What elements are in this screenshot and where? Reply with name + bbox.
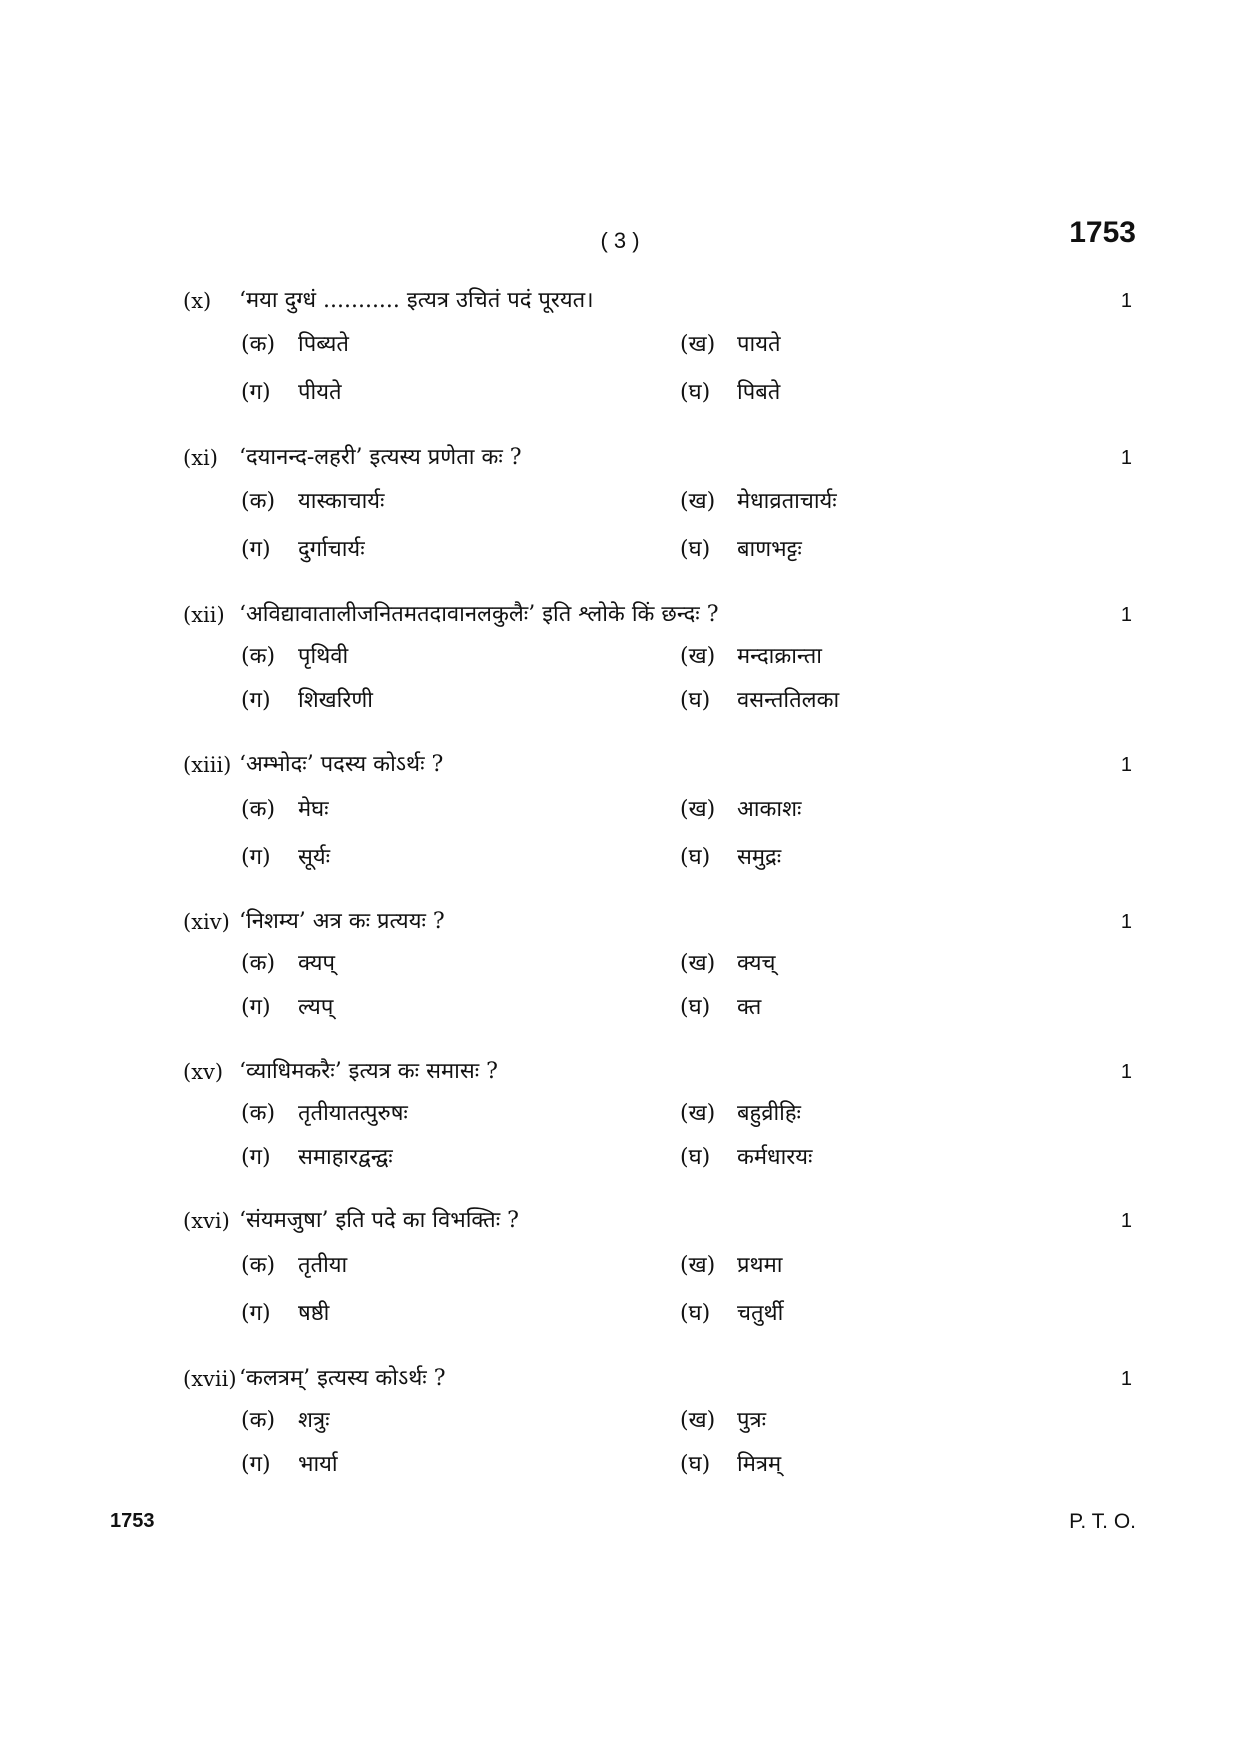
question-line	[183, 748, 1138, 782]
question	[183, 284, 1138, 424]
option-text: समाहारद्वन्द्वः	[298, 1145, 393, 1170]
option-text: वसन्ततिलका	[737, 688, 840, 713]
option-text: तृतीयातत्पुरुषः	[298, 1101, 408, 1126]
option-text: तृतीया	[298, 1253, 348, 1278]
option-text: ल्यप्	[298, 995, 334, 1020]
option-label: (घ)	[680, 537, 711, 562]
paper-code-footer: 1753	[110, 1510, 155, 1532]
question	[183, 905, 1138, 1045]
option-label: (ख)	[680, 489, 716, 514]
option-text: समुद्रः	[737, 845, 782, 870]
question-marks: 1	[1120, 1210, 1132, 1232]
option-text: मित्रम्	[737, 1452, 782, 1477]
question-text: ‘अम्भोदः’ पदस्य कोऽर्थः ?	[239, 752, 444, 777]
option-text: पायते	[737, 332, 781, 357]
option-label: (ग)	[241, 995, 271, 1020]
option-label: (घ)	[680, 995, 711, 1020]
option-label: (ग)	[241, 1452, 271, 1477]
option-text: शत्रुः	[298, 1408, 330, 1433]
question-number: (x)	[183, 289, 212, 313]
question-line	[183, 441, 1138, 475]
option-text: क्यप्	[298, 951, 336, 976]
option-text: बाणभट्टः	[737, 537, 802, 562]
option-label: (घ)	[680, 845, 711, 870]
question	[183, 598, 1138, 738]
question	[183, 1204, 1138, 1344]
option-label: (ख)	[680, 1101, 716, 1126]
question-marks: 1	[1120, 447, 1132, 469]
question-number: (xv)	[183, 1060, 224, 1084]
question-number: (xvii)	[183, 1367, 237, 1391]
question-number: (xiii)	[183, 753, 232, 777]
option-text: शिखरिणी	[298, 688, 373, 713]
option-text: चतुर्थी	[737, 1301, 784, 1326]
question-text: ‘कलत्रम्’ इत्यस्य कोऽर्थः ?	[239, 1366, 446, 1391]
question-text: ‘संयमजुषा’ इति पदे का विभक्तिः ?	[239, 1208, 519, 1233]
question-line	[183, 1204, 1138, 1238]
option-label: (घ)	[680, 1452, 711, 1477]
page-number: ( 3 )	[600, 228, 640, 253]
option-text: प्रथमा	[737, 1253, 783, 1278]
option-label: (ग)	[241, 845, 271, 870]
question-text: ‘निशम्य’ अत्र कः प्रत्ययः ?	[239, 909, 445, 934]
option-label: (क)	[241, 644, 276, 669]
option-text: आकाशः	[737, 797, 802, 822]
option-text: मेधाव्रताचार्यः	[737, 489, 837, 514]
option-text: दुर्गाचार्यः	[298, 537, 365, 562]
option-text: षष्ठी	[298, 1301, 330, 1326]
option-label: (ग)	[241, 688, 271, 713]
option-text: मन्दाक्रान्ता	[737, 644, 822, 669]
question	[183, 1362, 1138, 1502]
question-line	[183, 1362, 1138, 1396]
question	[183, 1055, 1138, 1195]
pto-note: P. T. O.	[1069, 1510, 1136, 1533]
option-label: (घ)	[680, 1301, 711, 1326]
option-label: (ख)	[680, 332, 716, 357]
question-line	[183, 1055, 1138, 1089]
paper-code-header: 1753	[1069, 216, 1136, 249]
question-number: (xiv)	[183, 910, 230, 934]
option-text: पिबते	[737, 380, 781, 405]
question-line	[183, 598, 1138, 632]
question-marks: 1	[1120, 290, 1132, 312]
option-text: पुत्रः	[737, 1408, 767, 1433]
option-label: (ख)	[680, 644, 716, 669]
option-text: क्त	[737, 995, 762, 1020]
question-line	[183, 284, 1138, 318]
option-text: सूर्यः	[298, 845, 331, 870]
option-text: भार्या	[298, 1452, 338, 1477]
option-label: (ग)	[241, 1301, 271, 1326]
question-text: ‘मया दुग्धं ........... इत्यत्र उचितं पदं पूरयत।	[239, 288, 594, 313]
question-marks: 1	[1120, 1368, 1132, 1390]
option-text: पिब्यते	[298, 332, 349, 357]
question-marks: 1	[1120, 754, 1132, 776]
option-label: (ग)	[241, 380, 271, 405]
option-label: (घ)	[680, 1145, 711, 1170]
option-label: (ग)	[241, 1145, 271, 1170]
option-label: (ख)	[680, 1253, 716, 1278]
question-marks: 1	[1120, 911, 1132, 933]
question-marks: 1	[1120, 1061, 1132, 1083]
question-line	[183, 905, 1138, 939]
option-label: (क)	[241, 1253, 276, 1278]
option-text: पृथिवी	[298, 644, 349, 669]
option-text: मेघः	[298, 797, 329, 822]
question-number: (xi)	[183, 446, 218, 470]
question-number: (xii)	[183, 603, 225, 627]
option-label: (घ)	[680, 688, 711, 713]
question-number: (xvi)	[183, 1209, 230, 1233]
option-label: (क)	[241, 1408, 276, 1433]
question-marks: 1	[1120, 604, 1132, 626]
option-text: क्यच्	[737, 951, 776, 976]
question	[183, 748, 1138, 888]
option-label: (क)	[241, 332, 276, 357]
option-text: यास्काचार्यः	[298, 489, 385, 514]
option-label: (ख)	[680, 1408, 716, 1433]
option-label: (क)	[241, 797, 276, 822]
option-label: (घ)	[680, 380, 711, 405]
option-label: (ग)	[241, 537, 271, 562]
option-label: (ख)	[680, 797, 716, 822]
option-label: (ख)	[680, 951, 716, 976]
question-text: ‘दयानन्द-लहरी’ इत्यस्य प्रणेता कः ?	[239, 445, 522, 470]
option-label: (क)	[241, 1101, 276, 1126]
option-text: कर्मधारयः	[737, 1145, 813, 1170]
option-text: बहुव्रीहिः	[737, 1101, 801, 1126]
option-label: (क)	[241, 951, 276, 976]
question	[183, 441, 1138, 581]
option-text: पीयते	[298, 380, 342, 405]
option-label: (क)	[241, 489, 276, 514]
question-text: ‘अविद्यावातालीजनितमतदावानलकुलैः’ इति श्लोके किं छन्दः ?	[239, 602, 719, 627]
question-text: ‘व्याधिमकरैः’ इत्यत्र कः समासः ?	[239, 1059, 498, 1084]
